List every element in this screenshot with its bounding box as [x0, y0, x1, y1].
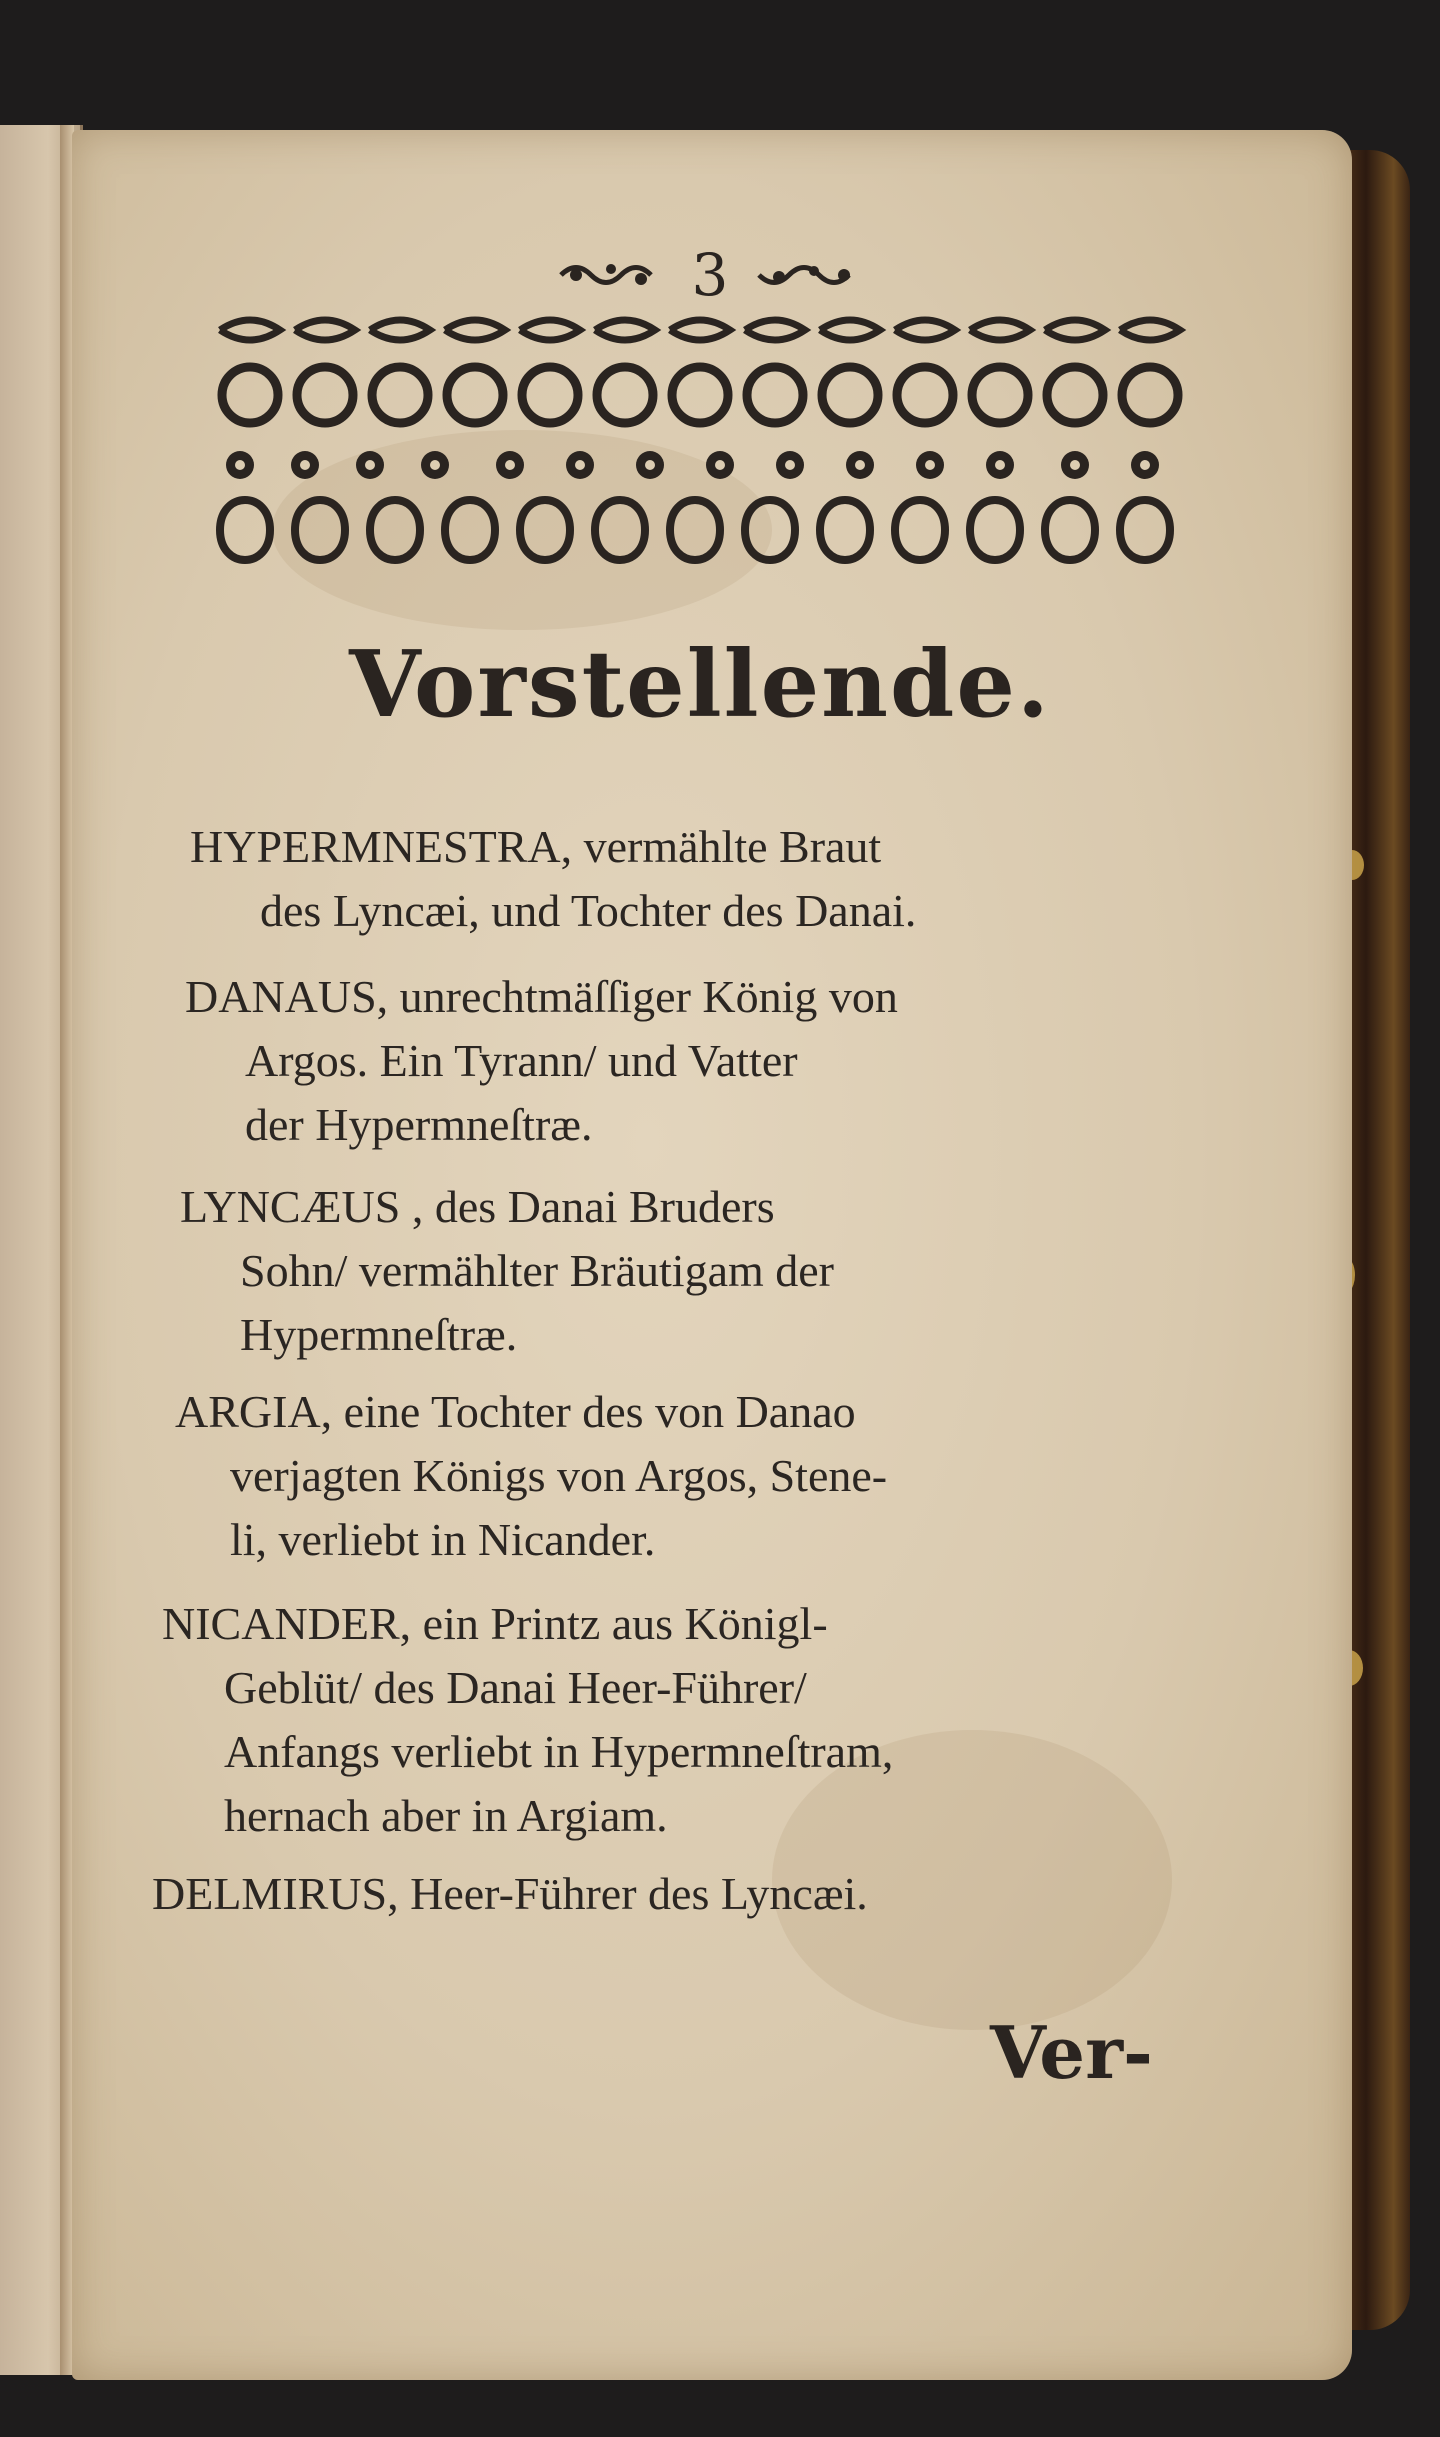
ornament-band-bottom-icon: [210, 470, 1210, 590]
entry-line: Sohn/ vermählter Bräutigam der: [240, 1245, 835, 1296]
entry-hypermnestra: [190, 815, 916, 943]
entry-argia: [175, 1380, 887, 1572]
catchword: Ver-: [990, 2010, 1153, 2095]
page-number: 3: [691, 241, 729, 309]
entry-line: DANAUS, unrechtmäſſiger König von: [185, 971, 898, 1022]
entry-nicander: [162, 1592, 893, 1848]
entry-danaus: [185, 965, 898, 1157]
entry-line: verjagten Königs von Argos, Stene-: [230, 1450, 888, 1501]
entry-lyncaeus: [180, 1175, 834, 1367]
page-heading: Vorstellende.: [349, 630, 1051, 738]
entry-delmirus: [152, 1862, 868, 1926]
entry-line: li, verliebt in Nicander.: [230, 1514, 656, 1565]
entry-line: der Hypermneſtræ.: [245, 1099, 593, 1150]
entry-line: hernach aber in Argiam.: [224, 1790, 668, 1841]
ornament-band-top-icon: [210, 310, 1210, 440]
entry-line: Geblüt/ des Danai Heer-Führer/: [224, 1662, 807, 1713]
entry-line: Anfangs verliebt in Hypermneſtram,: [224, 1726, 894, 1777]
entry-line: NICANDER, ein Printz aus Königl-: [162, 1598, 828, 1649]
entry-line: Hypermneſtræ.: [240, 1309, 518, 1360]
ornament-right-icon: [754, 255, 864, 295]
entry-line: ARGIA, eine Tochter des von Danao: [175, 1386, 856, 1437]
ornament-left-icon: [556, 255, 666, 295]
left-page-edge: [0, 125, 83, 2375]
entry-line: LYNCÆUS , des Danai Bruders: [180, 1181, 775, 1232]
page-number-row: [530, 240, 890, 310]
entry-line: HYPERMNESTRA, vermählte Braut: [190, 821, 882, 872]
entry-line: des Lyncæi, und Tochter des Danai.: [260, 885, 917, 936]
entry-line: Argos. Ein Tyrann/ und Vatter: [245, 1035, 798, 1086]
entry-line: DELMIRUS, Heer-Führer des Lyncæi.: [152, 1868, 868, 1919]
